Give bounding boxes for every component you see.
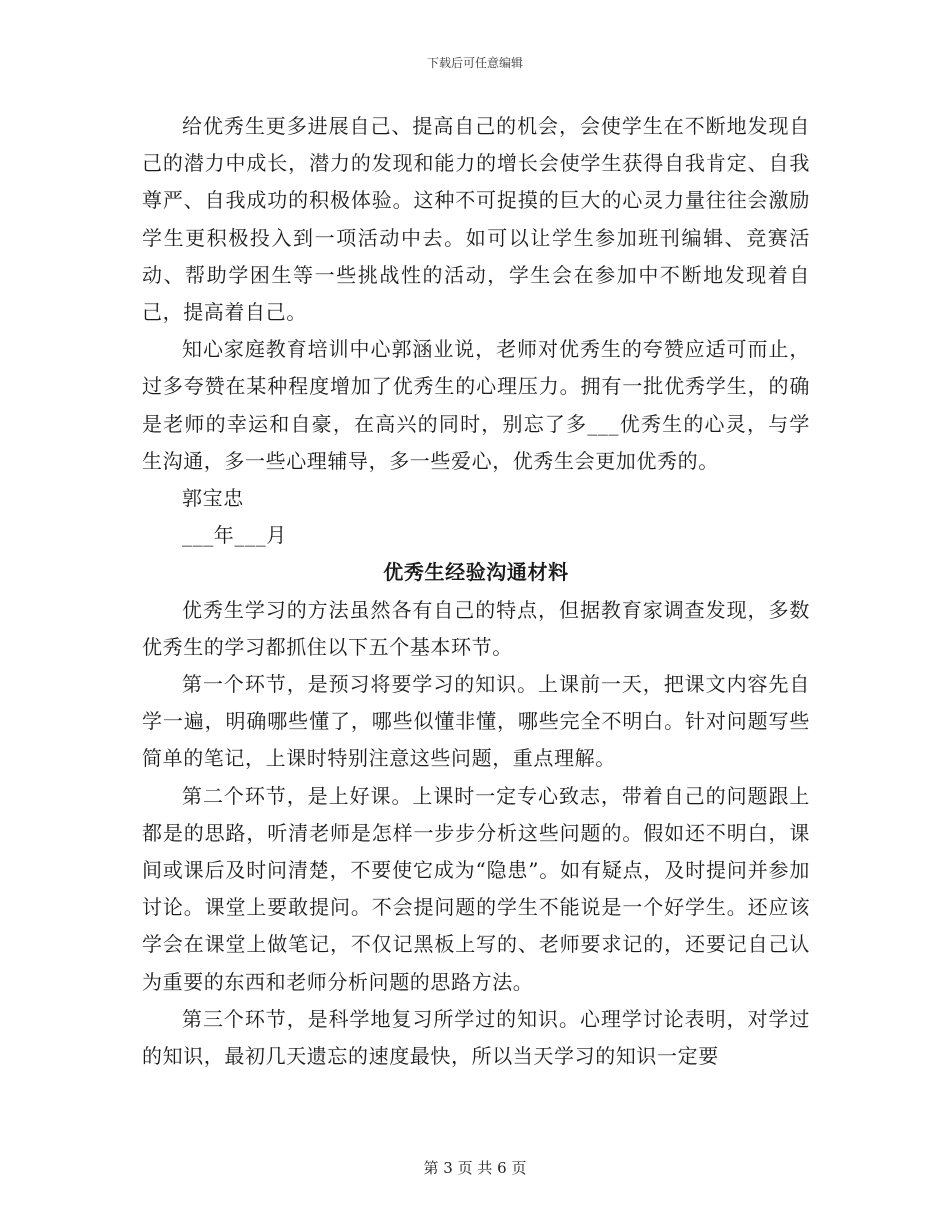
paragraph: 给优秀生更多进展自己、提高自己的机会，会使学生在不断地发现自己的潜力中成长，潜力的发现和能力的增长会使学生获得自我肯定、自我尊严、自我成功的积极体验。这种不可捉摸的巨大的心灵力量往往会激励学生更积极投入到一项活动中去。如可以让学生参加班刊编辑、竞赛活动、帮助学困生等一些挑战性的活动，学生会在参加中不断地发现着自己，提高着自己。: [142, 114, 810, 325]
paragraph: 第一个环节，是预习将要学习的知识。上课前一天，把课文内容先自学一遍，明确哪些懂了，哪些似懂非懂，哪些完全不明白。针对问题写些简单的笔记，上课时特别注意这些问题，重点理解。: [142, 672, 810, 771]
paragraph: 知心家庭教育培训中心郭涵业说，老师对优秀生的夸赞应适可而止，过多夸赞在某种程度增加了优秀生的心理压力。拥有一批优秀学生，的确是老师的幸运和自豪，在高兴的同时，别忘了多___优秀生的心灵，与学生沟通，多一些心理辅导，多一些爱心，优秀生会更加优秀的。: [142, 337, 810, 473]
page-header: 下载后可任意编辑: [426, 56, 523, 70]
paragraph: 优秀生学习的方法虽然各有自己的特点，但据教育家调查发现，多数优秀生的学习都抓住以下五个基本环节。: [142, 597, 810, 659]
page-footer: 第 3 页 共 6 页: [423, 1159, 527, 1177]
paragraph: 第二个环节，是上好课。上课时一定专心致志，带着自己的问题跟上都是的思路，听清老师是怎样一步步分析这些问题的。假如还不明白，课间或课后及时问清楚，不要使它成为“隐患”。如有疑点，及时提问并参加讨论。课堂上要敢提问。不会提问题的学生不能说是一个好学生。还应该学会在课堂上做笔记，不仅记黑板上写的、老师要求记的，还要记自己认为重要的东西和老师分析问题的思路方法。: [142, 783, 810, 994]
paragraph: 第三个环节，是科学地复习所学过的知识。心理学讨论表明，对学过的知识，最初几天遗忘的速度最快，所以当天学习的知识一定要: [142, 1006, 810, 1069]
signature-name: 郭宝忠: [182, 486, 244, 511]
section-title: 优秀生经验沟通材料: [383, 560, 569, 585]
signature-date: ___年___月: [182, 523, 287, 548]
document-body: [142, 108, 810, 1075]
